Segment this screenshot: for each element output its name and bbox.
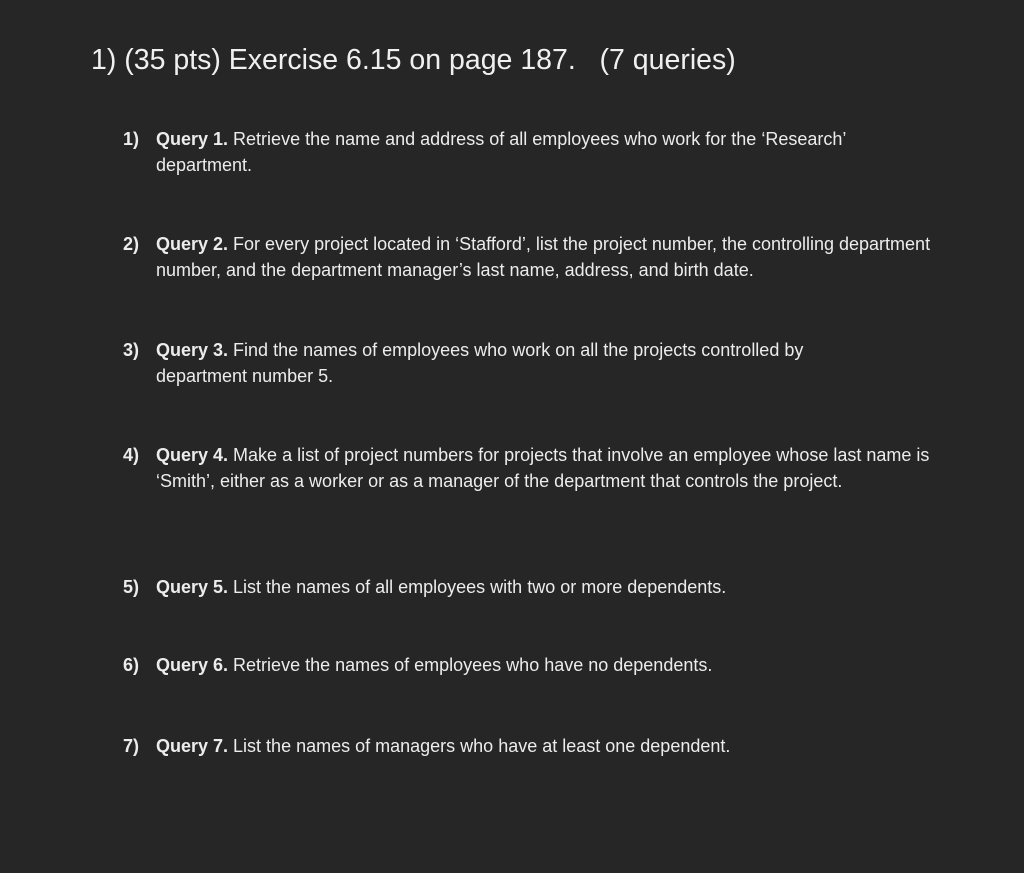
- exercise-heading: 1) (35 pts) Exercise 6.15 on page 187. (7 queries): [91, 44, 736, 76]
- query-body: [156, 337, 896, 389]
- query-label: Query 6.: [156, 655, 229, 675]
- query-number: 7): [123, 736, 140, 756]
- query-text: Make a list of project numbers for projects that involve an employee whose last name is ‘Smith’, either as a worker or as a manager of the department that controls the project.: [156, 445, 930, 491]
- query-body: [156, 126, 936, 178]
- query-text: Retrieve the names of employees who have no dependents.: [228, 655, 713, 675]
- query-item-7: [123, 733, 943, 759]
- query-body: [156, 231, 943, 283]
- query-label: Query 4.: [156, 445, 229, 465]
- query-text: Find the names of employees who work on all the projects controlled by department number 5.: [156, 340, 804, 386]
- query-item-4: [123, 442, 943, 494]
- query-body: [156, 574, 943, 600]
- query-text: For every project located in ‘Stafford’, list the project number, the controlling department number, and the department manager’s last name, address, and birth date.: [156, 234, 931, 280]
- query-number: 4): [123, 445, 140, 465]
- query-body: [156, 652, 943, 678]
- query-item-5: [123, 574, 943, 600]
- query-number: 3): [123, 340, 140, 360]
- query-label: Query 2.: [156, 234, 229, 254]
- query-label: Query 7.: [156, 736, 229, 756]
- query-text: Retrieve the name and address of all employees who work for the ‘Research’ department.: [156, 129, 846, 175]
- query-body: [156, 442, 941, 494]
- query-body: [156, 733, 943, 759]
- query-item-1: [123, 126, 943, 178]
- query-text: List the names of managers who have at least one dependent.: [228, 736, 731, 756]
- query-number: 6): [123, 655, 140, 675]
- query-label: Query 5.: [156, 577, 229, 597]
- query-item-3: [123, 337, 943, 389]
- query-number: 5): [123, 577, 140, 597]
- query-number: 1): [123, 129, 140, 149]
- query-label: Query 3.: [156, 340, 229, 360]
- query-label: Query 1.: [156, 129, 229, 149]
- query-item-2: [123, 231, 943, 283]
- query-number: 2): [123, 234, 140, 254]
- query-text: List the names of all employees with two or more dependents.: [228, 577, 727, 597]
- query-item-6: [123, 652, 943, 678]
